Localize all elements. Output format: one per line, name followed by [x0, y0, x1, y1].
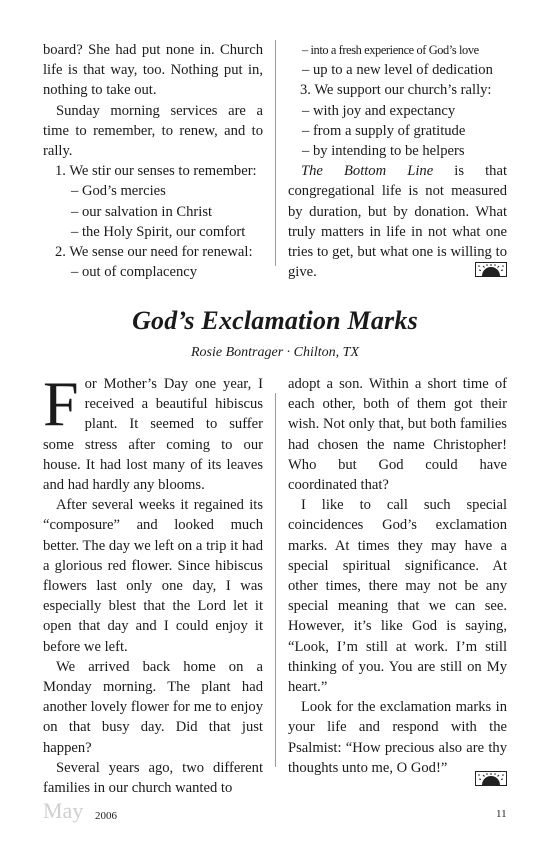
list-subitem: – our salvation in Christ	[71, 203, 213, 220]
list-item: 1. We stir our senses to remember:	[55, 163, 257, 180]
page-number: 11	[496, 808, 507, 820]
article-right-column	[288, 374, 507, 778]
sunrise-end-mark-icon	[475, 771, 507, 786]
top-left-column	[43, 40, 263, 282]
top-right-column	[288, 40, 507, 282]
list-subitem: – the Holy Spirit, our comfort	[71, 223, 246, 240]
column-divider	[275, 393, 276, 767]
list-item: 2. We sense our need for renewal:	[55, 244, 253, 261]
closing-text: is that congregational life is not measured by duration, but by donation. What truly matters in life in not what one tries to get, but what one is willing to give.	[288, 163, 507, 281]
paragraph: Several years ago, two different families in our church wanted to	[43, 759, 263, 797]
closing-title: The Bottom Line	[301, 163, 434, 180]
list-subitem: – by intending to be helpers	[302, 143, 465, 160]
footer-month: May	[43, 798, 84, 823]
list-subitem: – with joy and expectancy	[302, 102, 456, 119]
article-byline: Rosie Bontrager · Chilton, TX	[191, 345, 359, 360]
paragraph: Look for the exclamation marks in your life and respond with the Psalmist: “How precious also are thy thoughts unto me, O God!”	[288, 699, 507, 776]
paragraph: adopt a son. Within a short time of each other, both of them got their wish. Not only that, but both families had chosen the name Christopher! Who but God could have coordinated that?	[288, 376, 507, 494]
footer-year: 2006	[95, 810, 117, 822]
list-subitem: – out of complacency	[71, 264, 198, 281]
drop-cap: F	[43, 368, 79, 439]
paragraph	[43, 368, 263, 495]
list-subitem: – God’s mercies	[71, 183, 166, 200]
paragraph: We arrived back home on a Monday morning. The plant had another lovely flower for me to enjoy on that busy day. Did that just happen?	[43, 658, 263, 756]
article-left-column	[43, 368, 263, 798]
paragraph: After several weeks it regained its “composure” and looked much better. The day we left on a trip it had a glorious red flower. Since hibiscus flowers last only one day, I was especially blest that the Lord let it open that day and I could enjoy it before we left.	[43, 497, 263, 655]
sunrise-end-mark-icon	[475, 262, 507, 277]
paragraph: board? She had put none in. Church life is that way, too. Nothing put in, nothing to take out.	[43, 42, 263, 99]
list-subitem: – up to a new level of dedication	[302, 62, 493, 79]
paragraph-text: or Mother’s Day one year, I received a beautiful hibiscus plant. It seemed to suffer some stress after coming to our house. It had lost many of its leaves and had hardly any blooms.	[43, 376, 263, 494]
article-title: God’s Exclamation Marks	[132, 306, 418, 335]
list-subitem: – from a supply of gratitude	[302, 122, 466, 139]
paragraph: I like to call such special coincidences God’s exclamation marks. At times they may have a special spiritual significance. At other times, there may not be any special meaning that we can see. However, it’s like God is saying, “Look, I’m still at work. I’m still thinking of you. You are still on My heart.”	[288, 497, 507, 696]
list-item: 3. We support our church’s rally:	[300, 82, 492, 99]
paragraph: Sunday morning services are a time to remember, to renew, and to rally.	[43, 102, 263, 160]
list-subitem: – into a fresh experience of God’s love	[302, 43, 479, 57]
column-divider	[275, 40, 276, 266]
